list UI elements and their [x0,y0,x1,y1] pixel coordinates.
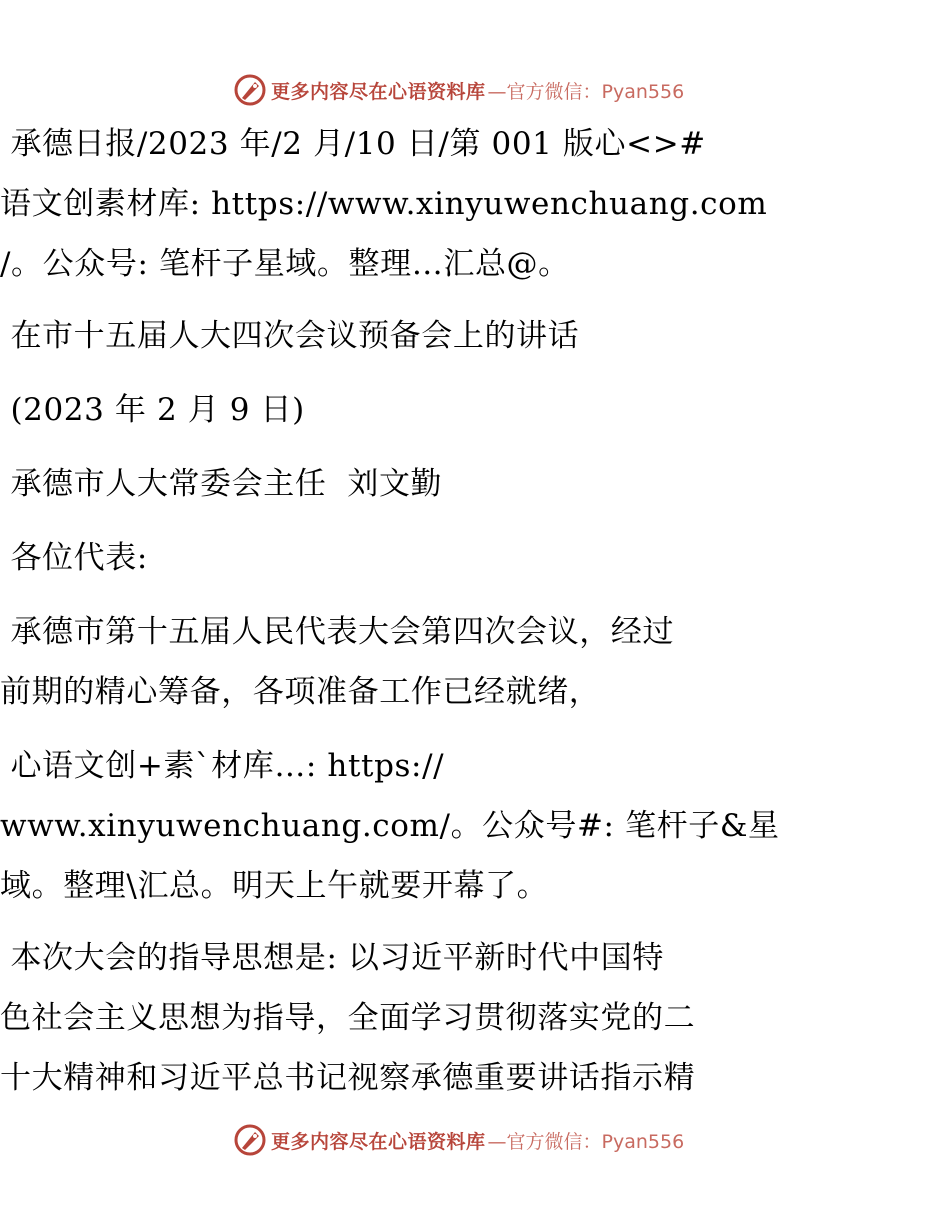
watermark-brand: 更多内容尽在心语资料库 [271,80,486,103]
watermark-wechat: —官方微信：Pyan556 [487,80,685,103]
text-line: 前期的精心筹备，各项准备工作已经就绪， [0,674,601,710]
text-line: 心语文创+素`材库…: https:// [0,748,445,784]
text-line: www.xinyuwenchuang.com/。公众号#: 笔杆子&星 [0,808,780,844]
salutation: 各位代表: [0,540,148,576]
watermark-wechat: —官方微信：Pyan556 [487,1130,685,1153]
watermark-footer [233,1122,684,1158]
document-heading: 在市十五届人大四次会议预备会上的讲话 [0,318,580,354]
text-line: 语文创素材库: https://www.xinyuwenchuang.com [0,186,768,222]
pen-nib-logo-icon [233,73,267,107]
text-line: 色社会主义思想为指导，全面学习贯彻落实党的二 [0,1000,696,1036]
text-line: 本次大会的指导思想是: 以习近平新时代中国特 [0,940,664,976]
document-author: 承德市人大常委会主任 刘文勤 [0,466,443,502]
text-line: 十大精神和习近平总书记视察承德重要讲话指示精 [0,1060,696,1096]
text-line: /。公众号: 笔杆子星域。整理…汇总@。 [0,246,570,282]
document-date: (2023 年 2 月 9 日) [0,392,305,428]
pen-nib-logo-icon [233,1123,267,1157]
text-line: 域。整理\汇总。明天上午就要开幕了。 [0,868,549,904]
text-line: 承德市第十五届人民代表大会第四次会议，经过 [0,614,675,650]
watermark-brand: 更多内容尽在心语资料库 [271,1130,486,1153]
text-line: 承德日报/2023 年/2 月/10 日/第 001 版心<># [0,126,706,162]
watermark-header [233,72,684,108]
